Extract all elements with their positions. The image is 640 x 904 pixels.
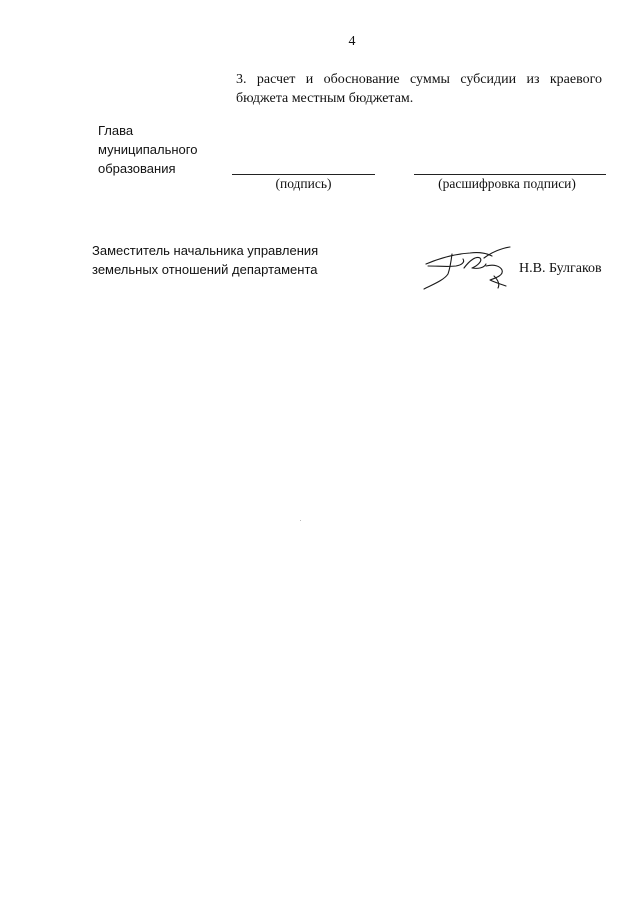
page-number: 4: [348, 34, 356, 49]
deputy-line-2: земельных отношений департамента: [92, 262, 318, 277]
deputy-position: [92, 241, 318, 279]
head-label-line-3: образования: [98, 161, 176, 176]
signature-blank-line: [232, 174, 375, 175]
handwritten-signature: [420, 244, 524, 294]
signature-decoding-blank-line: [414, 174, 606, 175]
head-label-line-2: муниципального: [98, 142, 198, 157]
head-label-line-1: Глава: [98, 123, 134, 138]
item-line-2: бюджета местным бюджетам.: [236, 91, 414, 106]
deputy-line-1: Заместитель начальника управления: [92, 243, 319, 258]
enumerated-item: [236, 70, 602, 108]
signer-name: Н.В. Булгаков: [519, 261, 602, 276]
item-line-1: 3. расчет и обоснование суммы субсидии из краевого: [236, 72, 602, 87]
signature-caption: (подпись): [275, 176, 332, 191]
head-of-municipality-label: [98, 121, 197, 178]
scan-speck: [300, 520, 301, 521]
signature-decoding-caption: (расшифровка подписи): [438, 176, 576, 191]
